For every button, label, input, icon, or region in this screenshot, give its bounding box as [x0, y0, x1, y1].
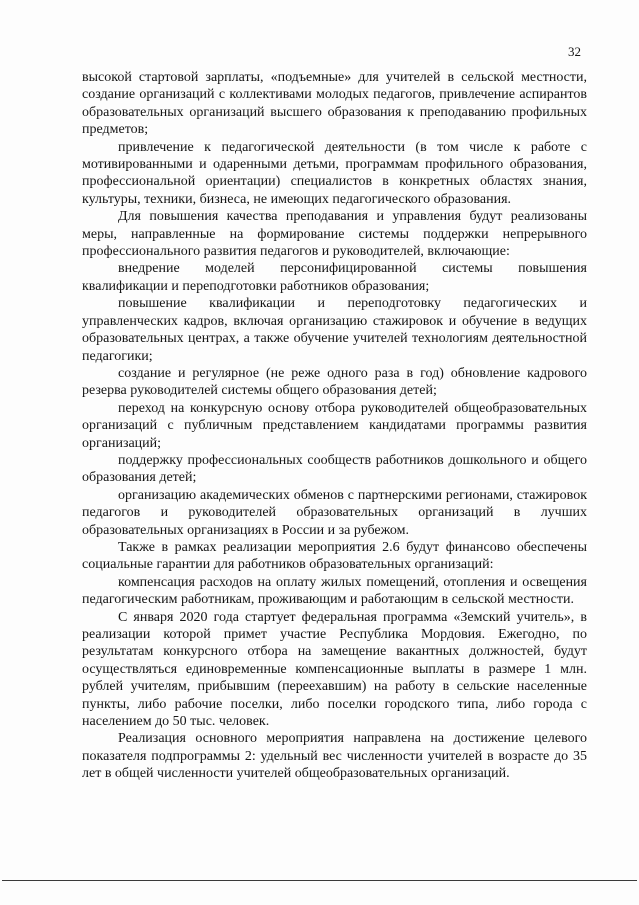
paragraph-target-indicator: Реализация основного мероприятия направлена на достижение целевого показателя подпрограммы 2: удельный вес численности учителей в возрасте до 35 лет в общей численности учителей общеобразовательных организаций.	[82, 731, 587, 782]
paragraph-social-guarantees: Также в рамках реализации мероприятия 2.6 будут финансово обеспечены социальные гарантии для работников образовательных организаций:	[82, 539, 587, 573]
paragraph-reserve: создание и регулярное (не реже одного раза в год) обновление кадрового резерва руководителей системы общего образования детей;	[82, 365, 587, 399]
paragraph-zemsky-teacher: С января 2020 года стартует федеральная программа «Земский учитель», в реализации которой примет участие Республика Мордовия. Ежегодно, по результатам конкурсного отбора на замещение вакантных должностей, будут осуществляться единовременные компенсационные выплаты в размере 1 млн. рублей учителям, прибывшим (переехавшим) на работу в сельские населенные пункты, либо рабочие поселки, либо поселки городского типа, либо города с населением до 50 тыс. человек.	[82, 609, 587, 730]
document-body	[82, 69, 587, 783]
paragraph-qualification: повышение квалификации и переподготовку педагогических и управленческих кадров, включая организацию стажировок и обучение в ведущих образовательных центрах, а также обучение учителей технологиям деятельностной педагогики;	[82, 296, 587, 364]
paragraph-quality-measures: Для повышения качества преподавания и управления будут реализованы меры, направленные на формирование системы поддержки непрерывного профессионального развития педагогов и руководителей, включающие:	[82, 209, 587, 260]
paragraph-specialists: привлечение к педагогической деятельности (в том числе к работе с мотивированными и одаренными детьми, программам профильного образования, профессиональной ориентации) специалистов в конкретных областях знания, культуры, техники, бизнеса, не имеющих педагогического образования.	[82, 139, 587, 207]
paragraph-academic-exchanges: организацию академических обменов с партнерскими регионами, стажировок педагогов и руководителей образовательных организаций в лучших образовательных организациях в России и за рубежом.	[82, 487, 587, 538]
paragraph-competitive-selection: переход на конкурсную основу отбора руководителей общеобразовательных организаций с публичным представлением кандидатами программы развития организаций;	[82, 400, 587, 451]
paragraph-professional-communities: поддержку профессиональных сообществ работников дошкольного и общего образования детей;	[82, 452, 587, 486]
paragraph-personalized-system: внедрение моделей персонифицированной системы повышения квалификации и переподготовки работников образования;	[82, 261, 587, 294]
paragraph-compensation: компенсация расходов на оплату жилых помещений, отопления и освещения педагогическим работникам, проживающим и работающим в сельской местности.	[82, 574, 587, 608]
paragraph-continuation: высокой стартовой зарплаты, «подъемные» для учителей в сельской местности, создание организаций с коллективами молодых педагогов, привлечение аспирантов образовательных организаций высшего образования к преподаванию профильных предметов;	[82, 70, 587, 138]
bottom-divider	[2, 880, 637, 881]
page-number: 32	[568, 44, 581, 59]
